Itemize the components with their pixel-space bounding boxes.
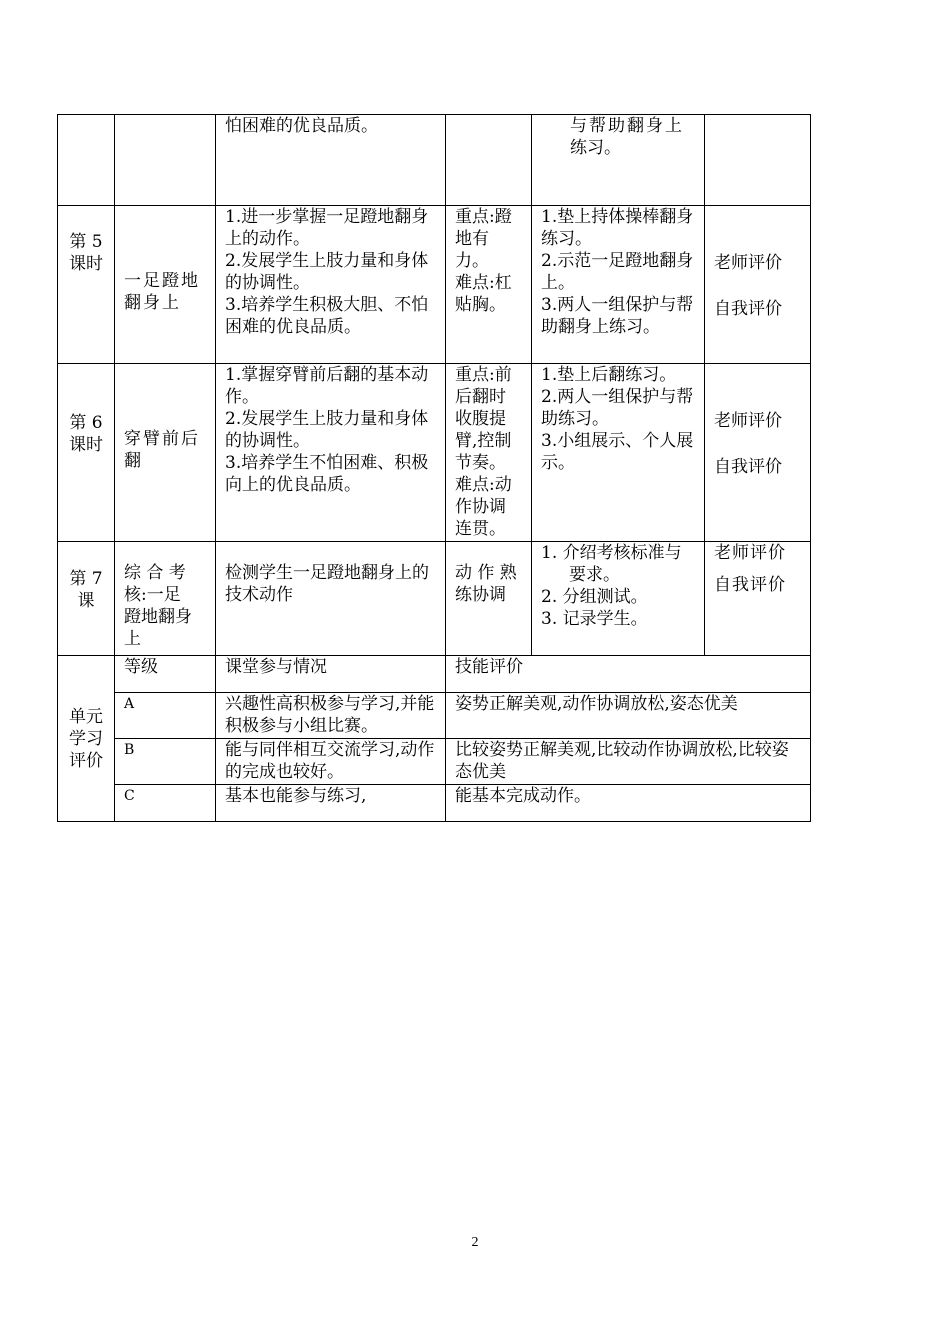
lesson-cell: 第 5 课时 xyxy=(58,206,115,364)
grade-cell: B xyxy=(115,739,216,785)
objectives-cell: 1.进一步掌握一足蹬地翻身上的动作。 2.发展学生上肢力量和身体的协调性。 3.培养学生积极大胆、不怕困难的优良品质。 xyxy=(216,206,446,364)
objectives-cell: 怕困难的优良品质。 xyxy=(216,115,446,206)
unit-eval-row xyxy=(58,693,811,739)
participation-header: 课堂参与情况 xyxy=(216,656,446,693)
table-row xyxy=(58,115,811,206)
table-row xyxy=(58,542,811,656)
lesson-cell: 第 6 课时 xyxy=(58,364,115,542)
grade-cell: C xyxy=(115,785,216,822)
evaluation-cell: 老师评价 自我评价 xyxy=(705,364,811,542)
skill-header: 技能评价 xyxy=(446,656,811,693)
participation-cell: 兴趣性高积极参与学习,并能积极参与小组比赛。 xyxy=(216,693,446,739)
unit-eval-title-cell: 单元 学习 评价 xyxy=(58,656,115,822)
skill-cell: 比较姿势正解美观,比较动作协调放松,比较姿态优美 xyxy=(446,739,811,785)
evaluation-cell: 老师评价 自我评价 xyxy=(705,542,811,656)
unit-eval-row xyxy=(58,785,811,822)
keypoints-cell xyxy=(446,115,532,206)
lesson-cell: 第 7 课 xyxy=(58,542,115,656)
process-cell: 1.垫上后翻练习。 2.两人一组保护与帮助练习。 3.小组展示、个人展示。 xyxy=(532,364,705,542)
table-row xyxy=(58,206,811,364)
table-row xyxy=(58,364,811,542)
keypoints-cell: 重点:蹬地有力。 难点:杠贴胸。 xyxy=(446,206,532,364)
process-cell: 1.垫上持体操棒翻身练习。 2.示范一足蹬地翻身上。 3.两人一组保护与帮助翻身上练习。 xyxy=(532,206,705,364)
unit-eval-row xyxy=(58,739,811,785)
keypoints-cell: 重点:前后翻时收腹提臂,控制节奏。 难点:动作协调连贯。 xyxy=(446,364,532,542)
content-cell: 穿臂前后 翻 xyxy=(115,364,216,542)
lesson-cell xyxy=(58,115,115,206)
content-cell: 综 合 考 核:一足 蹬地翻身 上 xyxy=(115,542,216,656)
objectives-cell: 检测学生一足蹬地翻身上的技术动作 xyxy=(216,542,446,656)
skill-cell: 能基本完成动作。 xyxy=(446,785,811,822)
participation-cell: 基本也能参与练习, xyxy=(216,785,446,822)
grade-cell: A xyxy=(115,693,216,739)
content-cell xyxy=(115,115,216,206)
skill-cell: 姿势正解美观,动作协调放松,姿态优美 xyxy=(446,693,811,739)
evaluation-cell xyxy=(705,115,811,206)
grade-header: 等级 xyxy=(115,656,216,693)
unit-eval-header-row xyxy=(58,656,811,693)
objectives-cell: 1.掌握穿臂前后翻的基本动作。 2.发展学生上肢力量和身体的协调性。 3.培养学生不怕困难、积极向上的优良品质。 xyxy=(216,364,446,542)
content-cell: 一足蹬地 翻身上 xyxy=(115,206,216,364)
evaluation-cell: 老师评价 自我评价 xyxy=(705,206,811,364)
process-cell: 1. 介绍考核标准与要求。 2. 分组测试。 3. 记录学生。 xyxy=(532,542,705,656)
process-cell: 与帮助翻身上 练习。 xyxy=(532,115,705,206)
lesson-plan-table xyxy=(57,114,811,822)
keypoints-cell: 动 作 熟 练协调 xyxy=(446,542,532,656)
page-number: 2 xyxy=(471,1235,479,1250)
participation-cell: 能与同伴相互交流学习,动作的完成也较好。 xyxy=(216,739,446,785)
